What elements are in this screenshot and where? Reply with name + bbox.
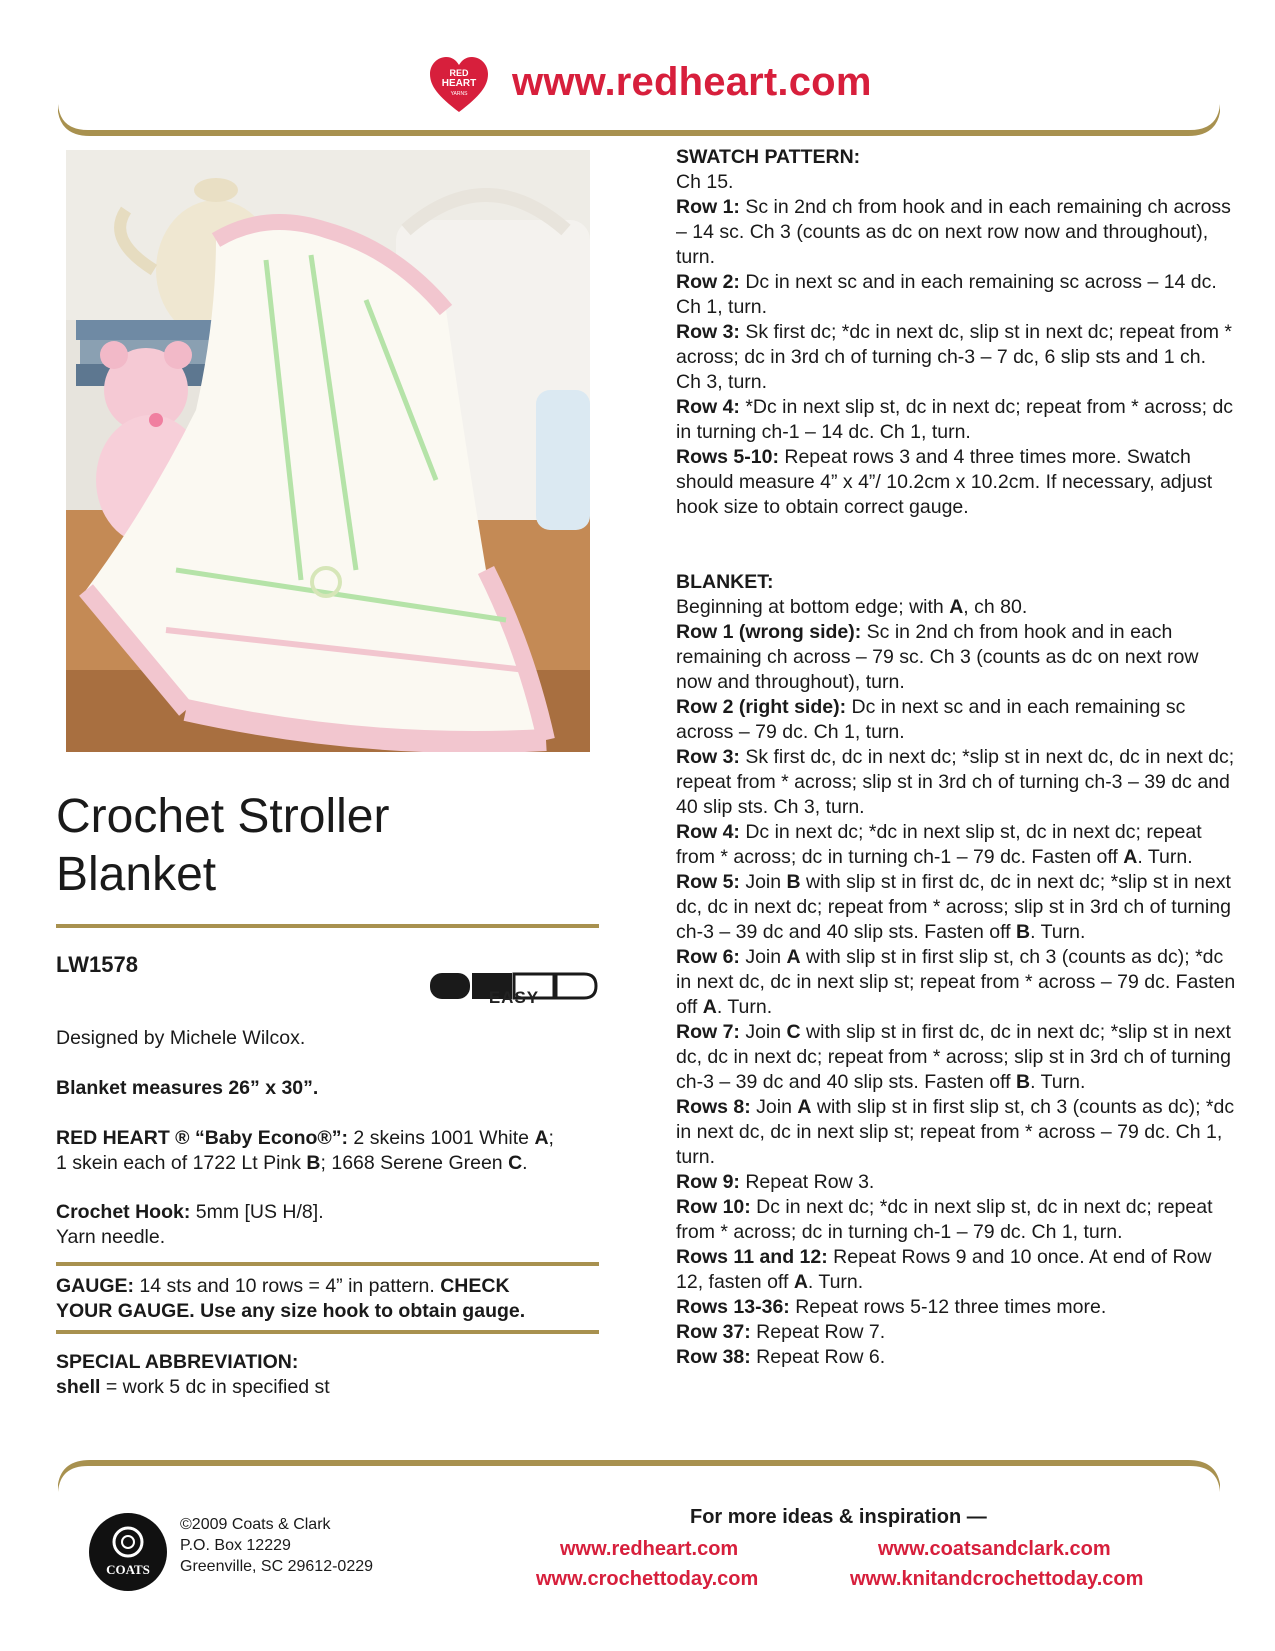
- title-line-1: Crochet Stroller: [56, 790, 390, 843]
- row-text: Dc in next sc and in each remaining sc across – 79 dc. Ch 1, turn.: [676, 696, 1186, 743]
- row-text: with slip st in first slip st, ch 3 (counts as dc); *dc in next dc, dc in next slip st; repeat from * across – 79 dc. Fasten off: [676, 946, 1236, 1018]
- needle-text: Yarn needle.: [56, 1226, 166, 1248]
- skill-level-label: EASY: [488, 988, 540, 1007]
- row-label: Rows 11 and 12:: [676, 1246, 828, 1268]
- pattern-code: LW1578: [56, 952, 138, 977]
- color-c: C: [786, 1021, 801, 1043]
- blanket-row: [676, 695, 1236, 745]
- swatch-row: [676, 270, 1236, 320]
- blanket-row: [676, 1345, 1236, 1370]
- hook-materials: [56, 1200, 601, 1250]
- coats-logo-text: COATS: [106, 1562, 150, 1577]
- row-text: with slip st in first slip st, ch 3 (counts as dc); *dc in next dc, dc in next slip st; repeat from * across – 79 dc. Ch 1, turn.: [676, 1096, 1235, 1168]
- row-text: Repeat Row 3.: [739, 1171, 875, 1193]
- row-text: . Turn.: [716, 996, 773, 1018]
- blanket-row: [676, 820, 1236, 870]
- gauge-check: CHECK: [440, 1275, 510, 1297]
- row-text: Repeat Row 7.: [750, 1321, 886, 1343]
- color-c: C: [508, 1152, 523, 1174]
- swatch-row: [676, 320, 1236, 395]
- gauge-label: GAUGE:: [56, 1275, 134, 1297]
- row-text: Repeat rows 5-12 three times more.: [789, 1296, 1107, 1318]
- row-text: with slip st in first dc, dc in next dc; *slip st in next dc, dc in next dc; repeat from * across; slip st in 3rd ch of turning ch-3 – 39 dc and 40 slip sts. Fasten off: [676, 871, 1231, 943]
- blanket-row: [676, 945, 1236, 1020]
- row-label: Row 2:: [676, 271, 740, 293]
- row-text: Sk first dc, dc in next dc; *slip st in next dc, dc in next dc; repeat from * across; slip st in 3rd ch of turning ch-3 – 39 dc and 40 slip sts. Ch 3, turn.: [676, 746, 1235, 818]
- row-label: Row 3:: [676, 746, 740, 768]
- row-text: . Turn.: [1030, 921, 1086, 943]
- row-label: Row 37:: [676, 1321, 751, 1343]
- blanket-row: [676, 1295, 1236, 1320]
- blanket-heading: BLANKET:: [676, 571, 774, 593]
- row-text: Sc in 2nd ch from hook and in each remaining ch across – 14 sc. Ch 3 (counts as dc on next row now and throughout), turn.: [676, 196, 1231, 268]
- yarn-text: 1 skein each of 1722 Lt Pink: [56, 1152, 307, 1174]
- yarn-text: .: [522, 1152, 528, 1174]
- row-label: Row 4:: [676, 821, 740, 843]
- row-label: Row 38:: [676, 1346, 751, 1368]
- blanket-row: [676, 745, 1236, 820]
- footer-link-knitandcrochettoday[interactable]: www.knitandcrochettoday.com: [850, 1568, 1144, 1590]
- coats-logo-icon: [88, 1512, 168, 1592]
- yarn-text: ; 1668 Serene Green: [320, 1152, 509, 1174]
- address-line: Greenville, SC 29612-0229: [180, 1558, 374, 1575]
- row-label: Row 4:: [676, 396, 740, 418]
- row-label: Row 10:: [676, 1196, 751, 1218]
- footer-link-redheart[interactable]: www.redheart.com: [560, 1538, 739, 1560]
- yarn-label: RED HEART ® “Baby Econo®”:: [56, 1127, 349, 1149]
- special-abbreviation: [56, 1350, 601, 1400]
- color-a: A: [949, 596, 964, 618]
- title-divider: [56, 924, 599, 928]
- color-a: A: [797, 1096, 812, 1118]
- section-gap: [676, 520, 1236, 570]
- shell-definition: = work 5 dc in specified st: [100, 1376, 330, 1398]
- blanket-row: [676, 620, 1236, 695]
- row-text: Join: [739, 946, 787, 968]
- blanket-row: [676, 870, 1236, 945]
- page-title: [56, 788, 576, 904]
- color-b: B: [786, 871, 801, 893]
- address-line: P.O. Box 12229: [180, 1537, 291, 1554]
- row-text: . Turn.: [1030, 1071, 1086, 1093]
- row-text: Dc in next dc; *dc in next slip st, dc in next dc; repeat from * across; dc in turning ch-1 – 79 dc. Ch 1, turn.: [676, 1196, 1213, 1243]
- blanket-row: [676, 1170, 1236, 1195]
- header-divider: [58, 104, 1220, 138]
- yarn-text: ;: [548, 1127, 554, 1149]
- row-text: Sk first dc; *dc in next dc, slip st in next dc; repeat from * across; dc in 3rd ch of turning ch-3 – 7 dc, 6 slip sts and 1 ch. Ch 3, turn.: [676, 321, 1232, 393]
- intro-text: , ch 80.: [963, 596, 1028, 618]
- row-text: . Turn.: [1137, 846, 1193, 868]
- gauge-block: [56, 1274, 601, 1324]
- swatch-row: [676, 195, 1236, 270]
- special-label: SPECIAL ABBREVIATION:: [56, 1351, 299, 1373]
- color-b: B: [1016, 921, 1031, 943]
- designer-credit: Designed by Michele Wilcox.: [56, 1027, 306, 1049]
- row-label: Row 3:: [676, 321, 740, 343]
- title-line-2: Blanket: [56, 848, 217, 901]
- row-label: Rows 13-36:: [676, 1296, 790, 1318]
- row-text: Sc in 2nd ch from hook and in each remaining ch across – 79 sc. Ch 3 (counts as dc on next row now and throughout), turn.: [676, 621, 1199, 693]
- row-label: Row 2 (right side):: [676, 696, 847, 718]
- row-label: Row 5:: [676, 871, 740, 893]
- swatch-row: [676, 395, 1236, 445]
- blanket-row: [676, 1020, 1236, 1095]
- blanket-row: [676, 1195, 1236, 1245]
- color-b: B: [1016, 1071, 1031, 1093]
- site-url-link[interactable]: www.redheart.com: [512, 60, 872, 104]
- row-label: Row 1 (wrong side):: [676, 621, 862, 643]
- hook-label: Crochet Hook:: [56, 1201, 191, 1223]
- blanket-row: [676, 1320, 1236, 1345]
- row-label: Row 7:: [676, 1021, 740, 1043]
- row-text: Join: [739, 1021, 787, 1043]
- intro-text: Beginning at bottom edge; with: [676, 596, 950, 618]
- color-a: A: [702, 996, 717, 1018]
- product-photo: [66, 150, 590, 752]
- row-text: . Turn.: [807, 1271, 864, 1293]
- color-a: A: [786, 946, 801, 968]
- row-text: Repeat Row 6.: [750, 1346, 886, 1368]
- more-ideas-heading: For more ideas & inspiration —: [690, 1506, 987, 1528]
- row-text: Dc in next sc and in each remaining sc across – 14 dc. Ch 1, turn.: [676, 271, 1217, 318]
- row-label: Rows 8:: [676, 1096, 751, 1118]
- logo-text-heart: HEART: [441, 78, 477, 89]
- blanket-intro: [676, 595, 1236, 620]
- instructions-column: [676, 145, 1236, 1370]
- swatch-row: [676, 445, 1236, 520]
- row-label: Row 6:: [676, 946, 740, 968]
- footer-link-crochettoday[interactable]: www.crochettoday.com: [536, 1568, 759, 1590]
- gauge-bottom-rule: [56, 1330, 599, 1334]
- company-address: [180, 1514, 373, 1577]
- blanket-row: [676, 1245, 1236, 1295]
- logo-text-red: RED: [449, 68, 469, 78]
- yarn-materials: [56, 1126, 601, 1176]
- swatch-chain: Ch 15.: [676, 171, 734, 193]
- gauge-check: YOUR GAUGE. Use any size hook to obtain gauge.: [56, 1300, 526, 1322]
- color-a: A: [1123, 846, 1138, 868]
- gauge-top-rule: [56, 1262, 599, 1266]
- color-b: B: [306, 1152, 321, 1174]
- address-line: ©2009 Coats & Clark: [180, 1516, 331, 1533]
- row-text: with slip st in first dc, dc in next dc; *slip st in next dc, dc in next dc; repeat from * across; slip st in 3rd ch of turning ch-3 – 39 dc and 40 slip sts. Fasten off: [676, 1021, 1231, 1093]
- shell-term: shell: [56, 1376, 101, 1398]
- color-a: A: [534, 1127, 549, 1149]
- row-text: Repeat rows 3 and 4 three times more. Swatch should measure 4” x 4”/ 10.2cm x 10.2cm. If necessary, adjust hook size to obtain correct gauge.: [676, 446, 1213, 518]
- footer-divider: [58, 1458, 1220, 1492]
- row-label: Rows 5-10:: [676, 446, 779, 468]
- blanket-row: [676, 1095, 1236, 1170]
- color-a: A: [793, 1271, 808, 1293]
- blanket-measurements: Blanket measures 26” x 30”.: [56, 1077, 319, 1099]
- footer-link-coatsandclark[interactable]: www.coatsandclark.com: [878, 1538, 1111, 1560]
- logo-text-yarns: YARNS: [450, 91, 468, 97]
- row-text: Dc in next dc; *dc in next slip st, dc in next dc; repeat from * across; dc in turning ch-1 – 79 dc. Fasten off: [676, 821, 1202, 868]
- row-label: Row 1:: [676, 196, 740, 218]
- yarn-text: 2 skeins 1001 White: [348, 1127, 535, 1149]
- swatch-heading: SWATCH PATTERN:: [676, 146, 861, 168]
- row-text: Repeat Rows 9 and 10 once. At end of Row 12, fasten off: [676, 1246, 1212, 1293]
- row-text: Join: [750, 1096, 798, 1118]
- row-label: Row 9:: [676, 1171, 740, 1193]
- gauge-text: 14 sts and 10 rows = 4” in pattern.: [134, 1275, 441, 1297]
- row-text: Join: [739, 871, 787, 893]
- row-text: *Dc in next slip st, dc in next dc; repeat from * across; dc in turning ch-1 – 14 dc. Ch 1, turn.: [676, 396, 1234, 443]
- hook-text: 5mm [US H/8].: [190, 1201, 324, 1223]
